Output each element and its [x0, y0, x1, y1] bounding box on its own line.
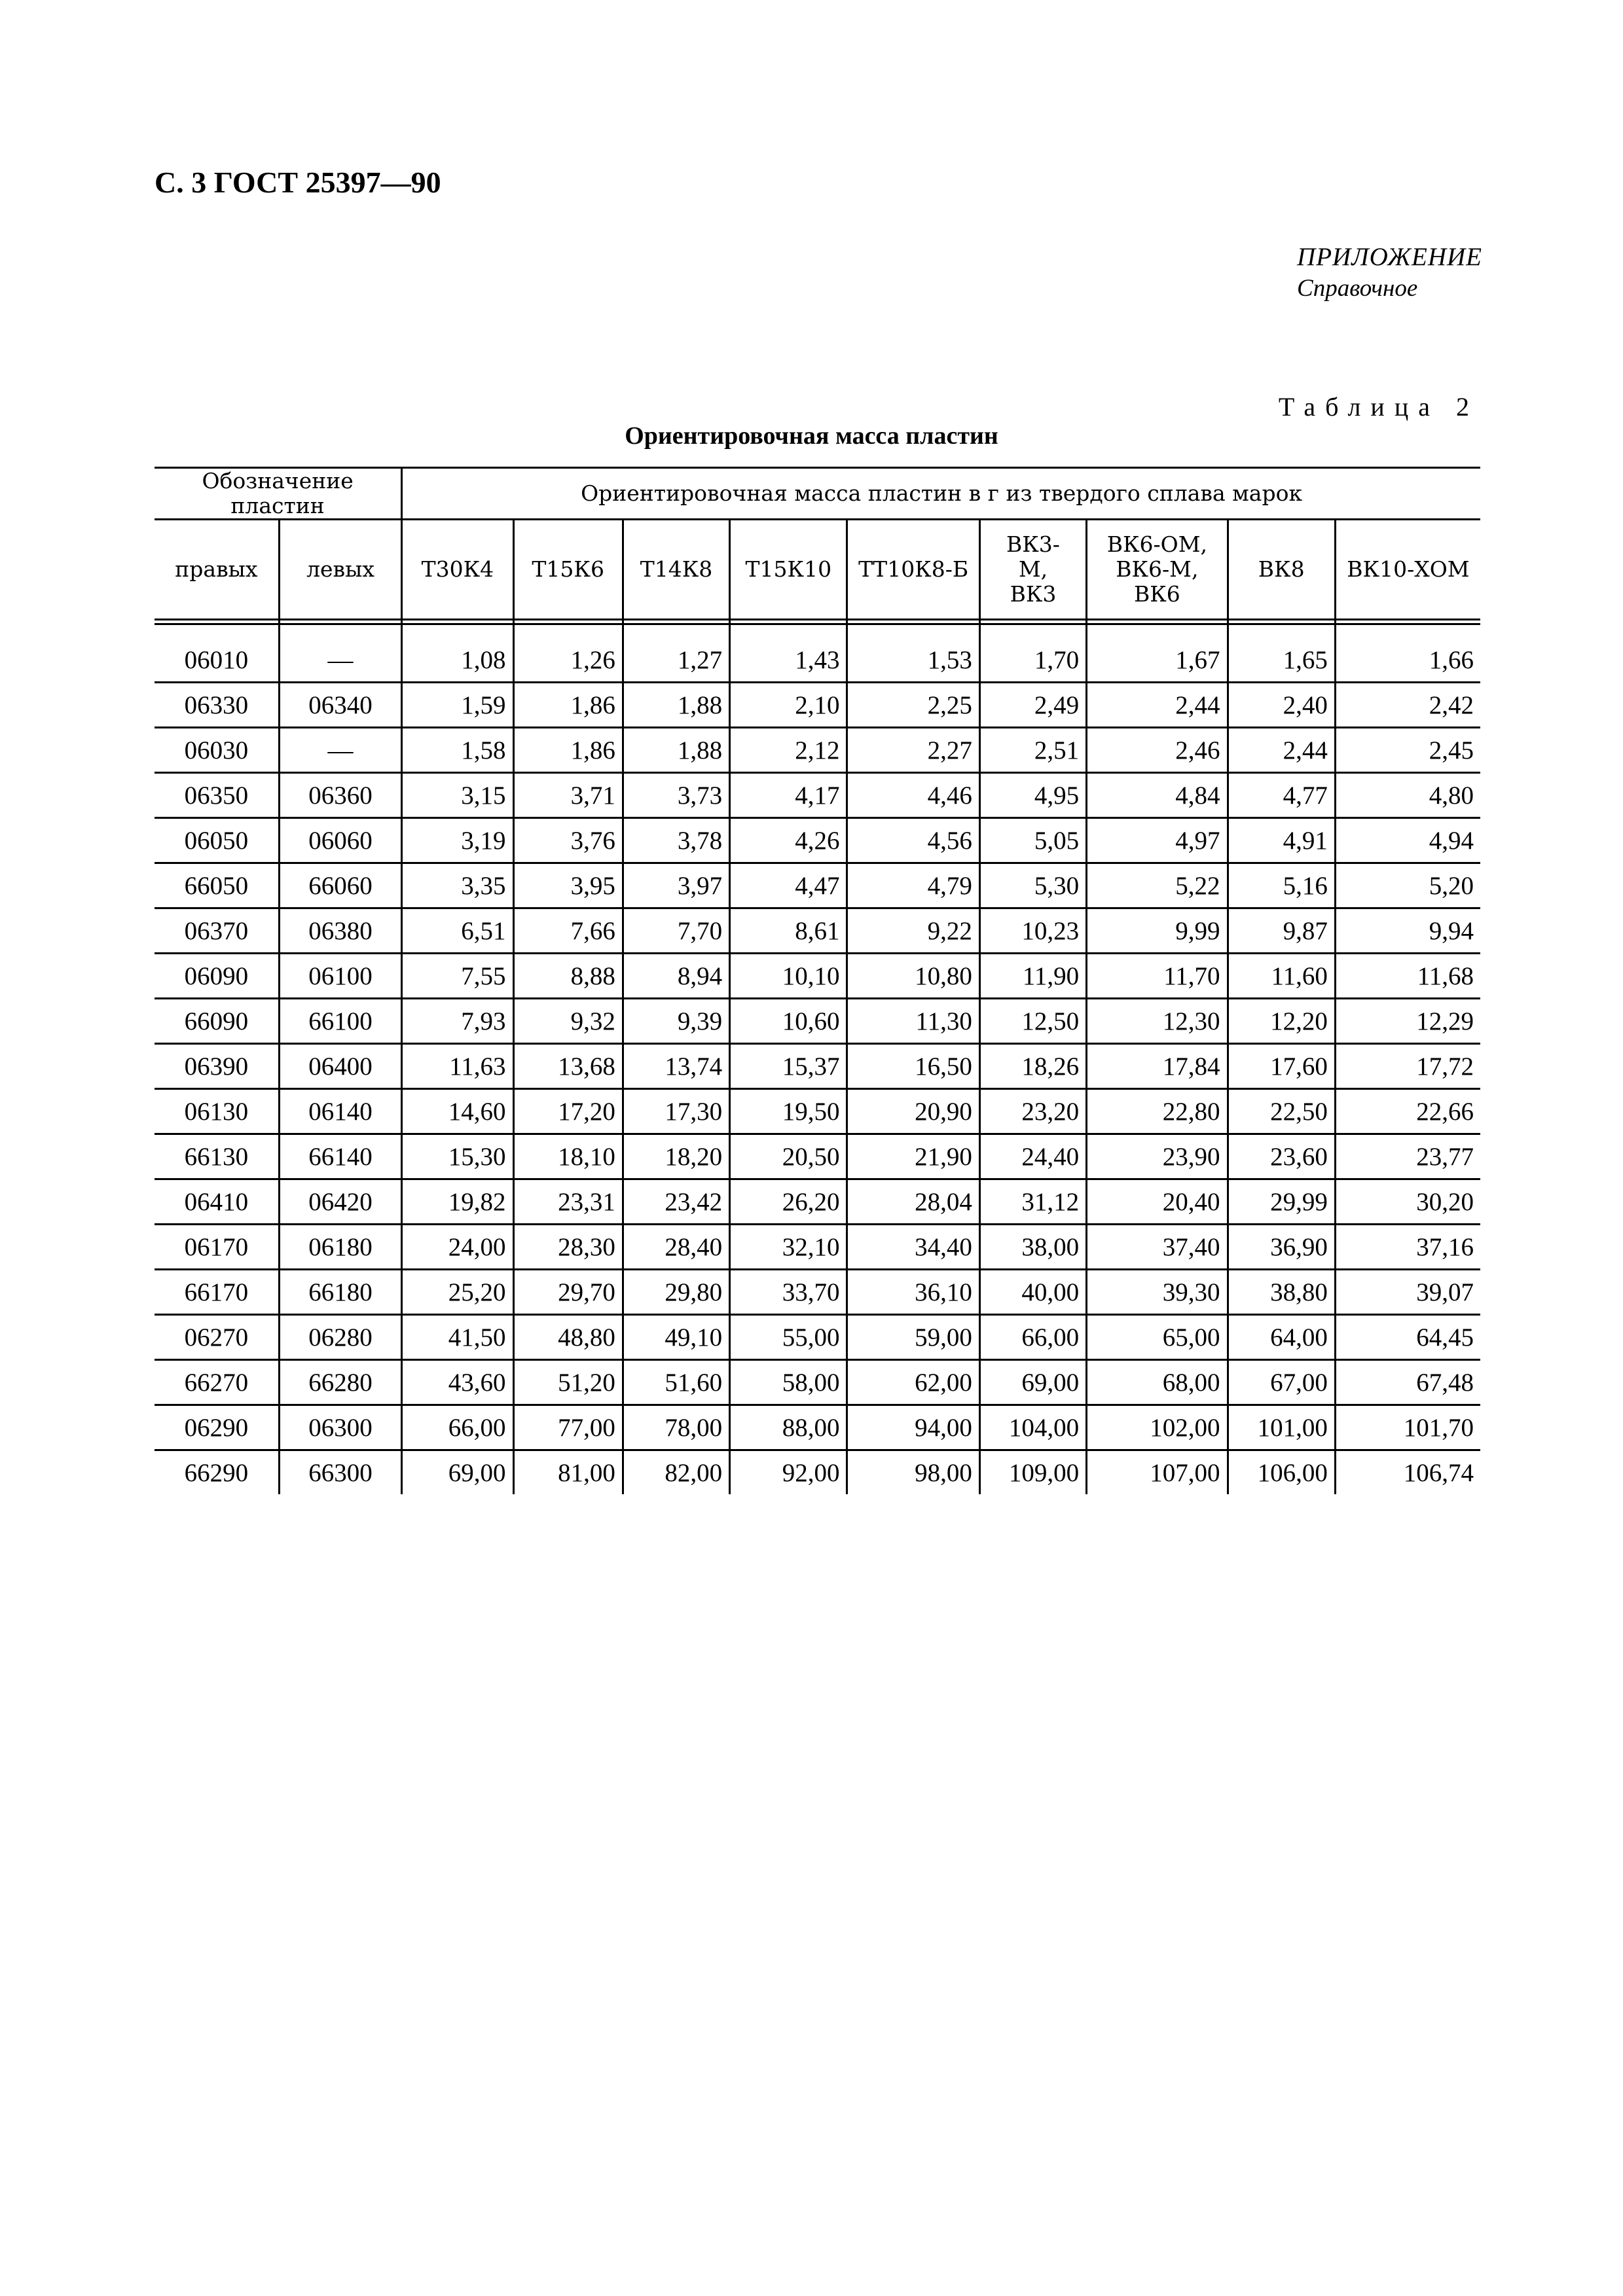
cell-mass-value: 17,30: [623, 1089, 729, 1134]
cell-mass-value: 62,00: [847, 1360, 979, 1405]
cell-mass-value: 32,10: [730, 1225, 847, 1270]
cell-left-code: 06140: [279, 1089, 401, 1134]
cell-mass-value: 101,00: [1228, 1405, 1335, 1450]
cell-right-code: 06170: [155, 1225, 279, 1270]
cell-mass-value: 10,23: [979, 908, 1086, 954]
appendix-subtitle: Справочное: [1297, 275, 1418, 302]
cell-mass-value: 15,37: [730, 1044, 847, 1089]
cell-mass-value: 102,00: [1087, 1405, 1228, 1450]
cell-left-code: 06300: [279, 1405, 401, 1450]
cell-right-code: 06010: [155, 638, 279, 683]
cell-mass-value: 28,40: [623, 1225, 729, 1270]
cell-left-code: 66300: [279, 1450, 401, 1495]
cell-mass-value: 4,47: [730, 863, 847, 908]
cell-mass-value: 9,39: [623, 999, 729, 1044]
cell-right-code: 06390: [155, 1044, 279, 1089]
cell-left-code: —: [279, 728, 401, 773]
cell-right-code: 06370: [155, 908, 279, 954]
cell-mass-value: 38,80: [1228, 1270, 1335, 1315]
table-row: [155, 638, 1480, 683]
cell-mass-value: 1,58: [402, 728, 513, 773]
cell-mass-value: 8,88: [513, 954, 623, 999]
header-row-groups: [155, 468, 1480, 520]
cell-mass-value: 23,31: [513, 1179, 623, 1225]
cell-mass-value: 3,19: [402, 818, 513, 863]
table-row: [155, 1405, 1480, 1450]
table-row: [155, 1089, 1480, 1134]
cell-mass-value: 15,30: [402, 1134, 513, 1179]
cell-mass-value: 20,50: [730, 1134, 847, 1179]
cell-left-code: 66280: [279, 1360, 401, 1405]
cell-mass-value: 23,77: [1335, 1134, 1480, 1179]
cell-mass-value: 33,70: [730, 1270, 847, 1315]
cell-mass-value: 4,79: [847, 863, 979, 908]
table-row: [155, 954, 1480, 999]
cell-mass-value: 29,70: [513, 1270, 623, 1315]
cell-mass-value: 29,80: [623, 1270, 729, 1315]
cell-left-code: 06420: [279, 1179, 401, 1225]
cell-mass-value: 8,94: [623, 954, 729, 999]
cell-mass-value: 2,45: [1335, 728, 1480, 773]
cell-mass-value: 49,10: [623, 1315, 729, 1360]
cell-mass-value: 106,74: [1335, 1450, 1480, 1495]
cell-mass-value: 4,95: [979, 773, 1086, 818]
column-header: Т15К10: [730, 520, 847, 620]
table-row: [155, 728, 1480, 773]
cell-mass-value: 11,70: [1087, 954, 1228, 999]
cell-mass-value: 28,04: [847, 1179, 979, 1225]
cell-mass-value: 36,90: [1228, 1225, 1335, 1270]
cell-mass-value: 67,00: [1228, 1360, 1335, 1405]
mass-table: [155, 467, 1480, 1494]
cell-mass-value: 13,74: [623, 1044, 729, 1089]
cell-right-code: 06350: [155, 773, 279, 818]
cell-left-code: 06180: [279, 1225, 401, 1270]
cell-mass-value: 2,46: [1087, 728, 1228, 773]
cell-mass-value: 20,40: [1087, 1179, 1228, 1225]
cell-mass-value: 5,05: [979, 818, 1086, 863]
cell-mass-value: 7,66: [513, 908, 623, 954]
cell-mass-value: 101,70: [1335, 1405, 1480, 1450]
cell-mass-value: 11,60: [1228, 954, 1335, 999]
cell-mass-value: 3,35: [402, 863, 513, 908]
cell-left-code: 06360: [279, 773, 401, 818]
cell-mass-value: 4,91: [1228, 818, 1335, 863]
table-row: [155, 683, 1480, 728]
cell-mass-value: 17,60: [1228, 1044, 1335, 1089]
cell-mass-value: 2,10: [730, 683, 847, 728]
table-row: [155, 773, 1480, 818]
cell-mass-value: 25,20: [402, 1270, 513, 1315]
cell-mass-value: 22,80: [1087, 1089, 1228, 1134]
cell-mass-value: 23,20: [979, 1089, 1086, 1134]
cell-mass-value: 1,66: [1335, 638, 1480, 683]
cell-mass-value: 92,00: [730, 1450, 847, 1495]
cell-mass-value: 51,20: [513, 1360, 623, 1405]
table-row: [155, 1270, 1480, 1315]
cell-mass-value: 4,26: [730, 818, 847, 863]
cell-mass-value: 30,20: [1335, 1179, 1480, 1225]
cell-mass-value: 1,43: [730, 638, 847, 683]
cell-mass-value: 1,88: [623, 728, 729, 773]
cell-mass-value: 38,00: [979, 1225, 1086, 1270]
cell-mass-value: 1,88: [623, 683, 729, 728]
cell-mass-value: 1,67: [1087, 638, 1228, 683]
cell-mass-value: 2,42: [1335, 683, 1480, 728]
cell-mass-value: 9,94: [1335, 908, 1480, 954]
cell-mass-value: 3,71: [513, 773, 623, 818]
cell-mass-value: 41,50: [402, 1315, 513, 1360]
cell-mass-value: 22,50: [1228, 1089, 1335, 1134]
table-number: Таблица 2: [1278, 392, 1479, 422]
cell-left-code: 06100: [279, 954, 401, 999]
column-header: левых: [279, 520, 401, 620]
cell-mass-value: 37,40: [1087, 1225, 1228, 1270]
cell-left-code: 06280: [279, 1315, 401, 1360]
cell-mass-value: 3,97: [623, 863, 729, 908]
cell-mass-value: 67,48: [1335, 1360, 1480, 1405]
cell-mass-value: 10,60: [730, 999, 847, 1044]
cell-mass-value: 9,22: [847, 908, 979, 954]
cell-mass-value: 1,70: [979, 638, 1086, 683]
column-header: ТТ10К8-Б: [847, 520, 979, 620]
cell-right-code: 06050: [155, 818, 279, 863]
cell-mass-value: 26,20: [730, 1179, 847, 1225]
cell-mass-value: 4,17: [730, 773, 847, 818]
cell-mass-value: 36,10: [847, 1270, 979, 1315]
cell-right-code: 06030: [155, 728, 279, 773]
cell-mass-value: 20,90: [847, 1089, 979, 1134]
cell-mass-value: 11,68: [1335, 954, 1480, 999]
cell-mass-value: 98,00: [847, 1450, 979, 1495]
cell-right-code: 06130: [155, 1089, 279, 1134]
cell-mass-value: 9,87: [1228, 908, 1335, 954]
cell-mass-value: 77,00: [513, 1405, 623, 1450]
cell-mass-value: 12,20: [1228, 999, 1335, 1044]
table-body: [155, 638, 1480, 1494]
cell-left-code: 06400: [279, 1044, 401, 1089]
cell-mass-value: 11,90: [979, 954, 1086, 999]
cell-mass-value: 16,50: [847, 1044, 979, 1089]
cell-mass-value: 1,08: [402, 638, 513, 683]
column-header: Т15К6: [513, 520, 623, 620]
cell-mass-value: 2,51: [979, 728, 1086, 773]
cell-mass-value: 2,27: [847, 728, 979, 773]
cell-mass-value: 51,60: [623, 1360, 729, 1405]
cell-mass-value: 3,73: [623, 773, 729, 818]
cell-mass-value: 18,10: [513, 1134, 623, 1179]
cell-mass-value: 19,50: [730, 1089, 847, 1134]
cell-mass-value: 3,78: [623, 818, 729, 863]
column-header: Т30К4: [402, 520, 513, 620]
table-row: [155, 1044, 1480, 1089]
cell-left-code: 06060: [279, 818, 401, 863]
column-header: ВК10-ХОМ: [1335, 520, 1480, 620]
cell-mass-value: 24,40: [979, 1134, 1086, 1179]
header-separator: [155, 620, 1480, 624]
cell-left-code: 66100: [279, 999, 401, 1044]
cell-mass-value: 7,55: [402, 954, 513, 999]
table-row: [155, 863, 1480, 908]
cell-mass-value: 5,20: [1335, 863, 1480, 908]
column-header: Т14К8: [623, 520, 729, 620]
cell-mass-value: 9,32: [513, 999, 623, 1044]
cell-mass-value: 11,30: [847, 999, 979, 1044]
page-header: С. 3 ГОСТ 25397—90: [155, 166, 441, 199]
cell-mass-value: 107,00: [1087, 1450, 1228, 1495]
cell-mass-value: 13,68: [513, 1044, 623, 1089]
cell-mass-value: 2,25: [847, 683, 979, 728]
cell-mass-value: 1,27: [623, 638, 729, 683]
cell-mass-value: 17,20: [513, 1089, 623, 1134]
cell-mass-value: 106,00: [1228, 1450, 1335, 1495]
cell-mass-value: 4,97: [1087, 818, 1228, 863]
cell-left-code: —: [279, 638, 401, 683]
cell-mass-value: 40,00: [979, 1270, 1086, 1315]
cell-mass-value: 29,99: [1228, 1179, 1335, 1225]
header-row-columns: [155, 520, 1480, 620]
cell-right-code: 06290: [155, 1405, 279, 1450]
cell-mass-value: 24,00: [402, 1225, 513, 1270]
column-header: ВК8: [1228, 520, 1335, 620]
cell-mass-value: 94,00: [847, 1405, 979, 1450]
cell-mass-value: 18,26: [979, 1044, 1086, 1089]
cell-mass-value: 7,70: [623, 908, 729, 954]
cell-right-code: 66270: [155, 1360, 279, 1405]
cell-mass-value: 22,66: [1335, 1089, 1480, 1134]
cell-mass-value: 66,00: [402, 1405, 513, 1450]
cell-mass-value: 3,95: [513, 863, 623, 908]
cell-mass-value: 23,42: [623, 1179, 729, 1225]
cell-mass-value: 3,76: [513, 818, 623, 863]
cell-mass-value: 3,15: [402, 773, 513, 818]
column-header: правых: [155, 520, 279, 620]
cell-right-code: 66170: [155, 1270, 279, 1315]
cell-mass-value: 2,44: [1087, 683, 1228, 728]
cell-mass-value: 4,46: [847, 773, 979, 818]
cell-right-code: 06330: [155, 683, 279, 728]
cell-right-code: 66290: [184, 1458, 249, 1487]
cell-mass-value: 82,00: [623, 1450, 729, 1495]
cell-right-code: 06410: [155, 1179, 279, 1225]
cell-mass-value: 66,00: [979, 1315, 1086, 1360]
column-header: ВК3-М, ВК3: [979, 520, 1086, 620]
table-caption: Ориентировочная масса пластин: [625, 422, 998, 450]
cell-mass-value: 4,80: [1335, 773, 1480, 818]
cell-mass-value: 34,40: [847, 1225, 979, 1270]
cell-mass-value: 37,16: [1335, 1225, 1480, 1270]
cell-mass-value: 5,16: [1228, 863, 1335, 908]
cell-mass-value: 14,60: [402, 1089, 513, 1134]
cell-mass-value: 4,84: [1087, 773, 1228, 818]
cell-mass-value: 4,56: [847, 818, 979, 863]
cell-right-code: 66090: [155, 999, 279, 1044]
cell-mass-value: 21,90: [847, 1134, 979, 1179]
cell-mass-value: 10,10: [730, 954, 847, 999]
cell-mass-value: 4,94: [1335, 818, 1480, 863]
cell-left-code: 66140: [279, 1134, 401, 1179]
cell-mass-value: 6,51: [402, 908, 513, 954]
table-row: [155, 1134, 1480, 1179]
cell-mass-value: 78,00: [623, 1405, 729, 1450]
cell-mass-value: 88,00: [730, 1405, 847, 1450]
cell-mass-value: 2,49: [979, 683, 1086, 728]
cell-mass-value: 19,82: [402, 1179, 513, 1225]
cell-mass-value: 68,00: [1087, 1360, 1228, 1405]
cell-left-code: 06380: [279, 908, 401, 954]
cell-mass-value: 10,80: [847, 954, 979, 999]
cell-right-code: 06090: [155, 954, 279, 999]
cell-mass-value: 5,30: [979, 863, 1086, 908]
appendix-title: ПРИЛОЖЕНИЕ: [1297, 243, 1482, 271]
cell-left-code: 66060: [279, 863, 401, 908]
cell-mass-value: 4,77: [1228, 773, 1335, 818]
appendix-block: [1297, 242, 1482, 302]
cell-mass-value: 1,86: [513, 683, 623, 728]
cell-mass-value: 1,26: [513, 638, 623, 683]
cell-left-code: 06340: [279, 683, 401, 728]
cell-mass-value: 23,60: [1228, 1134, 1335, 1179]
cell-mass-value: 8,61: [730, 908, 847, 954]
cell-mass-value: 7,93: [402, 999, 513, 1044]
cell-mass-value: 59,00: [847, 1315, 979, 1360]
cell-right-code: 06270: [155, 1315, 279, 1360]
cell-mass-value: 23,90: [1087, 1134, 1228, 1179]
table-row: [155, 1450, 1480, 1495]
cell-mass-value: 17,72: [1335, 1044, 1480, 1089]
cell-mass-value: 55,00: [730, 1315, 847, 1360]
cell-mass-value: 5,22: [1087, 863, 1228, 908]
cell-mass-value: 12,50: [979, 999, 1086, 1044]
cell-mass-value: 2,12: [730, 728, 847, 773]
header-mass: Ориентировочная масса пластин в г из твердого сплава марок: [402, 468, 1480, 520]
cell-mass-value: 48,80: [513, 1315, 623, 1360]
cell-mass-value: 18,20: [623, 1134, 729, 1179]
cell-left-code: 66180: [279, 1270, 401, 1315]
cell-mass-value: 39,07: [1335, 1270, 1480, 1315]
cell-mass-value: 64,45: [1335, 1315, 1480, 1360]
cell-mass-value: 1,65: [1228, 638, 1335, 683]
cell-mass-value: 12,29: [1335, 999, 1480, 1044]
cell-mass-value: 81,00: [513, 1450, 623, 1495]
cell-mass-value: 1,53: [847, 638, 979, 683]
cell-mass-value: 17,84: [1087, 1044, 1228, 1089]
cell-mass-value: 58,00: [730, 1360, 847, 1405]
cell-right-code: 66050: [155, 863, 279, 908]
table-row: [155, 1360, 1480, 1405]
cell-mass-value: 28,30: [513, 1225, 623, 1270]
column-header: ВК6-ОМ, ВК6-М, ВК6: [1087, 520, 1228, 620]
table-row: [155, 1225, 1480, 1270]
cell-mass-value: 2,44: [1228, 728, 1335, 773]
cell-mass-value: 31,12: [979, 1179, 1086, 1225]
cell-mass-value: 9,99: [1087, 908, 1228, 954]
cell-right-code: 66130: [155, 1134, 279, 1179]
table-row: [155, 1179, 1480, 1225]
cell-mass-value: 12,30: [1087, 999, 1228, 1044]
cell-mass-value: 1,59: [402, 683, 513, 728]
cell-mass-value: 69,00: [402, 1450, 513, 1495]
cell-mass-value: 2,40: [1228, 683, 1335, 728]
table-row: [155, 908, 1480, 954]
cell-mass-value: 11,63: [402, 1044, 513, 1089]
cell-mass-value: 39,30: [1087, 1270, 1228, 1315]
table-row: [155, 999, 1480, 1044]
cell-mass-value: 65,00: [1087, 1315, 1228, 1360]
cell-mass-value: 64,00: [1228, 1315, 1335, 1360]
header-designation: Обозначение пластин: [155, 468, 402, 520]
cell-mass-value: 69,00: [979, 1360, 1086, 1405]
table-row: [155, 818, 1480, 863]
table-row: [155, 1315, 1480, 1360]
cell-mass-value: 104,00: [979, 1405, 1086, 1450]
cell-mass-value: 1,86: [513, 728, 623, 773]
header-gap: [155, 624, 1480, 639]
cell-mass-value: 43,60: [402, 1360, 513, 1405]
cell-mass-value: 109,00: [979, 1450, 1086, 1495]
